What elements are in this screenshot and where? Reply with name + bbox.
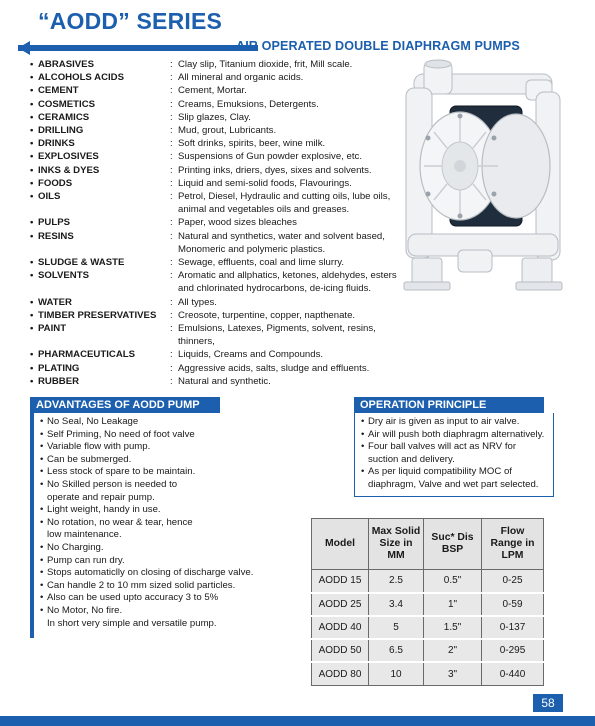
spec-table-header-row — [312, 519, 544, 570]
header-bar-line — [18, 45, 258, 51]
advantage-item: • No Skilled person is needed to — [40, 479, 330, 492]
application-description: : Suspensions of Gun powder explosive, etc. — [170, 150, 403, 163]
application-name: • RESINS — [38, 230, 170, 256]
application-row — [38, 190, 403, 216]
advantage-item: • No rotation, no wear & tear, hence — [40, 517, 330, 530]
application-description: : Natural and synthetics, water and solvent based, Monomeric and polymeric plastics. — [170, 230, 403, 256]
table-row — [312, 616, 544, 639]
advantage-item: In short very simple and versatile pump. — [47, 617, 217, 629]
application-description: : Liquids, Creams and Compounds. — [170, 348, 403, 361]
application-description: : Sewage, effluents, coal and lime slurry. — [170, 256, 403, 269]
application-row — [38, 375, 403, 388]
application-description: : Printing inks, driers, dyes, sixes and solvents. — [170, 164, 403, 177]
advantage-item: • Stops automaticlly on closing of discharge valve. — [40, 567, 330, 580]
application-row — [38, 269, 403, 295]
application-row — [38, 362, 403, 375]
table-row — [312, 662, 544, 685]
advantage-item: • Can be submerged. — [40, 454, 330, 467]
table-cell: AODD 15 — [312, 570, 369, 593]
application-name: • CERAMICS — [38, 111, 170, 124]
application-name: • CEMENT — [38, 84, 170, 97]
application-name: • DRILLING — [38, 124, 170, 137]
application-description: : Soft drinks, spirits, beer, wine milk. — [170, 137, 403, 150]
advantage-item: • Also can be used upto accuracy 3 to 5% — [40, 592, 330, 605]
application-row — [38, 137, 403, 150]
application-name: • COSMETICS — [38, 98, 170, 111]
application-name: • PHARMACEUTICALS — [38, 348, 170, 361]
table-cell: 6.5 — [369, 639, 424, 662]
advantage-item: • Less stock of spare to be maintain. — [40, 466, 330, 479]
application-name: • RUBBER — [38, 375, 170, 388]
application-description: : Creosote, turpentine, copper, napthenate. — [170, 309, 403, 322]
application-name: • SLUDGE & WASTE — [38, 256, 170, 269]
application-description: : Emulsions, Latexes, Pigments, solvent, resins, thinners, — [170, 322, 403, 348]
application-name: • PULPS — [38, 216, 170, 229]
advantage-item: • No Charging. — [40, 542, 330, 555]
application-description: : Creams, Emuksions, Detergents. — [170, 98, 403, 111]
application-row — [38, 98, 403, 111]
advantages-heading: ADVANTAGES OF AODD PUMP — [30, 397, 220, 413]
pump-illustration-icon — [398, 58, 570, 293]
advantage-item: low maintenance. — [47, 529, 122, 541]
table-cell: 0-137 — [482, 616, 544, 639]
application-row — [38, 58, 403, 71]
application-name: • OILS — [38, 190, 170, 216]
application-name: • DRINKS — [38, 137, 170, 150]
application-row — [38, 124, 403, 137]
table-cell: 10 — [369, 662, 424, 685]
advantage-item: operate and repair pump. — [47, 491, 155, 503]
table-cell: 3.4 — [369, 593, 424, 616]
table-cell: 0.5" — [424, 570, 482, 593]
table-row — [312, 593, 544, 616]
header-max-solid-size: Max Solid Size in MM — [369, 519, 424, 570]
operation-heading: OPERATION PRINCIPLE — [354, 397, 544, 413]
operation-item: • Air will push both diaphragm alternatively. — [361, 429, 549, 442]
table-cell: 2.5 — [369, 570, 424, 593]
advantage-item: • Variable flow with pump. — [40, 441, 330, 454]
table-cell: 0-25 — [482, 570, 544, 593]
application-description: : Aromatic and allphatics, ketones, aldehydes, esters and chlorinated hydrocarbons, de-icing fluids. — [170, 269, 403, 295]
application-name: • FOODS — [38, 177, 170, 190]
application-description: : All types. — [170, 296, 403, 309]
table-cell: AODD 40 — [312, 616, 369, 639]
table-row — [312, 570, 544, 593]
table-cell: 0-59 — [482, 593, 544, 616]
footer-bar — [0, 716, 595, 726]
operation-item: • Dry air is given as input to air valve. — [361, 416, 549, 429]
application-description: : Aggressive acids, salts, sludge and effluents. — [170, 362, 403, 375]
application-row — [38, 348, 403, 361]
operation-item: • Four ball valves will act as NRV for suction and delivery. — [361, 441, 549, 466]
advantages-list — [30, 413, 330, 630]
series-title: “AODD” SERIES — [38, 8, 223, 34]
operation-list — [354, 413, 554, 497]
application-name: • PLATING — [38, 362, 170, 375]
application-description: : Paper, wood sizes bleaches — [170, 216, 403, 229]
application-description: : Clay slip, Titanium dioxide, frit, Mill scale. — [170, 58, 403, 71]
operation-item: • As per liquid compatibility MOC of diaphragm, Valve and wet part selected. — [361, 466, 549, 491]
advantage-item: • Can handle 2 to 10 mm sized solid particles. — [40, 580, 330, 593]
table-cell: AODD 25 — [312, 593, 369, 616]
application-name: • ALCOHOLS ACIDS — [38, 71, 170, 84]
application-row — [38, 216, 403, 229]
advantage-item: • No Seal, No Leakage — [40, 416, 330, 429]
application-row — [38, 230, 403, 256]
application-name: • INKS & DYES — [38, 164, 170, 177]
page-subtitle: AIR OPERATED DOUBLE DIAPHRAGM PUMPS — [236, 39, 520, 53]
spec-table — [311, 518, 544, 686]
application-name: • TIMBER PRESERVATIVES — [38, 309, 170, 322]
header-suction-discharge: Suc* Dis BSP — [424, 519, 482, 570]
table-cell: 5 — [369, 616, 424, 639]
advantage-item: • Light weight, handy in use. — [40, 504, 330, 517]
application-row — [38, 111, 403, 124]
table-cell: 0-440 — [482, 662, 544, 685]
application-description: : Petrol, Diesel, Hydraulic and cutting oils, lube oils, animal and vegetables oils and greases. — [170, 190, 403, 216]
application-name: • PAINT — [38, 322, 170, 348]
application-row — [38, 84, 403, 97]
application-row — [38, 71, 403, 84]
page-number: 58 — [533, 694, 563, 712]
advantage-item: • Pump can run dry. — [40, 555, 330, 568]
application-row — [38, 150, 403, 163]
application-description: : Cement, Mortar. — [170, 84, 403, 97]
application-name: • WATER — [38, 296, 170, 309]
application-description: : Natural and synthetic. — [170, 375, 403, 388]
table-cell: 2" — [424, 639, 482, 662]
table-cell: AODD 80 — [312, 662, 369, 685]
application-name: • ABRASIVES — [38, 58, 170, 71]
application-row — [38, 256, 403, 269]
header-flow-range: Flow Range in LPM — [482, 519, 544, 570]
application-row — [38, 164, 403, 177]
table-cell: 1.5" — [424, 616, 482, 639]
application-row — [38, 322, 403, 348]
table-row — [312, 639, 544, 662]
application-description: : Liquid and semi-solid foods, Flavourings. — [170, 177, 403, 190]
application-description: : All mineral and organic acids. — [170, 71, 403, 84]
header-model: Model — [312, 519, 369, 570]
table-cell: 1" — [424, 593, 482, 616]
application-row — [38, 309, 403, 322]
application-name: • EXPLOSIVES — [38, 150, 170, 163]
table-cell: 3" — [424, 662, 482, 685]
table-cell: AODD 50 — [312, 639, 369, 662]
application-row — [38, 177, 403, 190]
advantage-item: • Self Priming, No need of foot valve — [40, 429, 330, 442]
application-description: : Slip glazes, Clay. — [170, 111, 403, 124]
applications-list — [38, 58, 403, 388]
advantage-item: • No Motor, No fire. — [40, 605, 330, 618]
application-name: • SOLVENTS — [38, 269, 170, 295]
application-row — [38, 296, 403, 309]
application-description: : Mud, grout, Lubricants. — [170, 124, 403, 137]
table-cell: 0-295 — [482, 639, 544, 662]
